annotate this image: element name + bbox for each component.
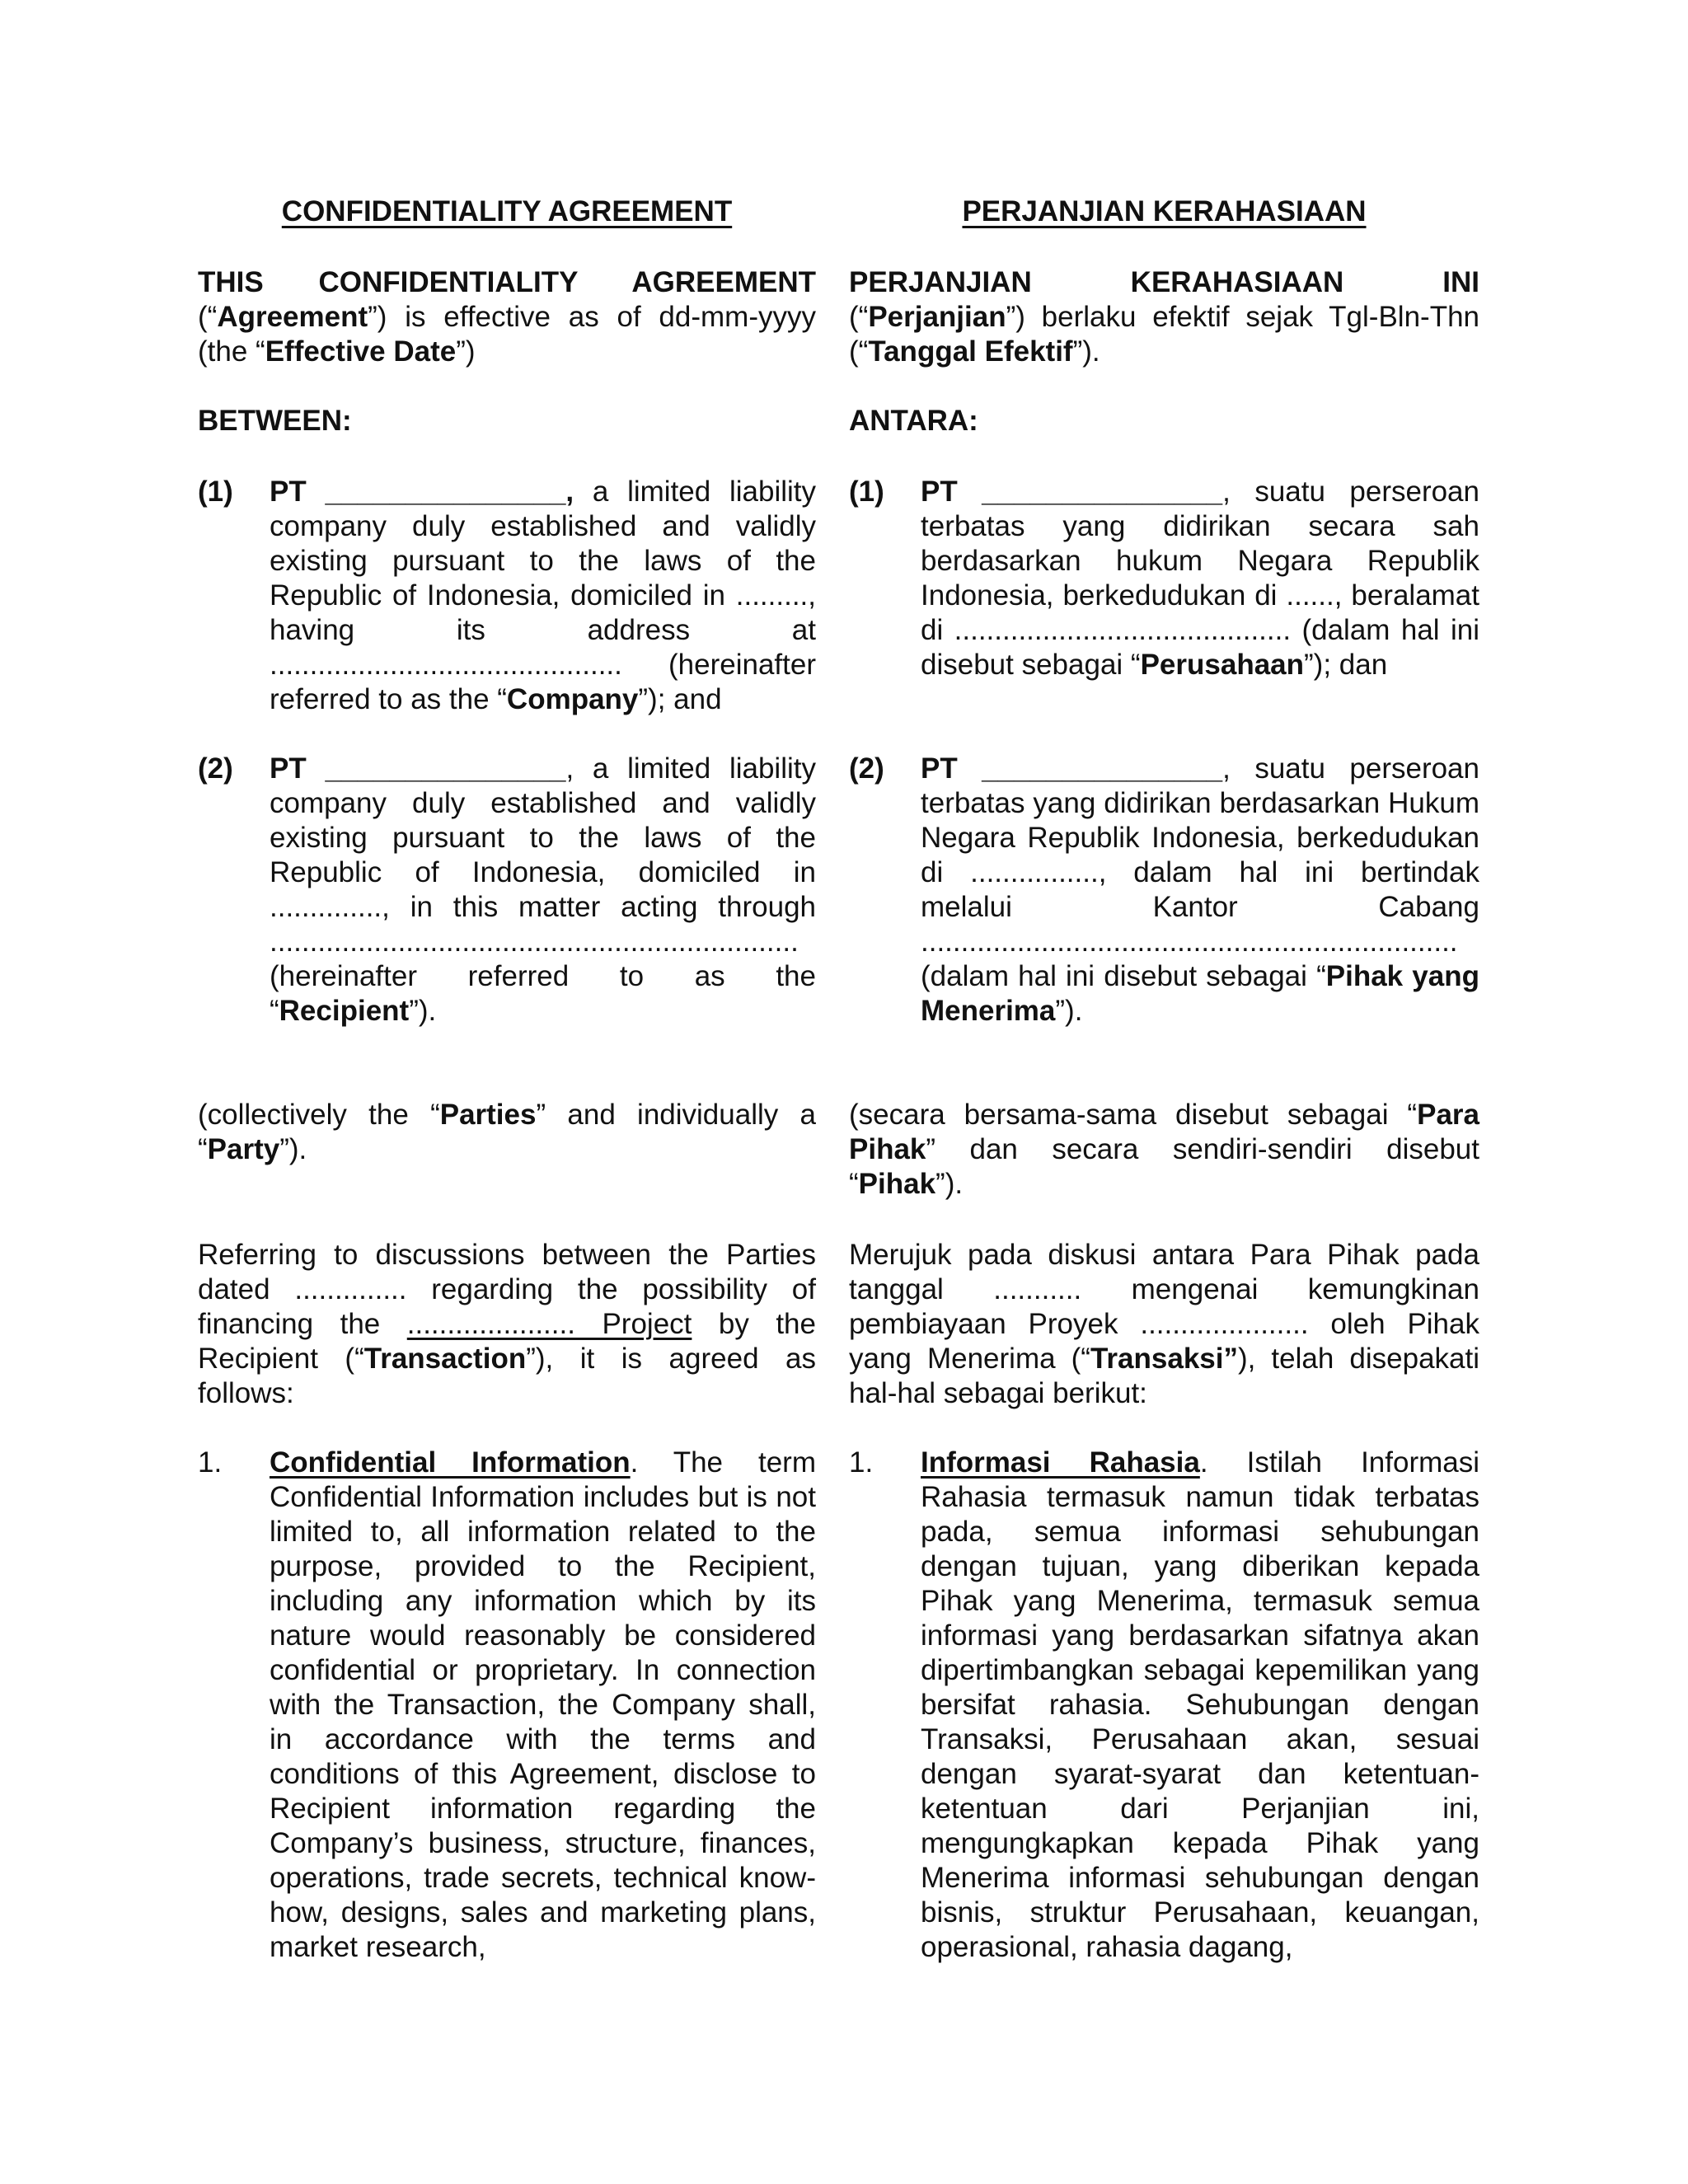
indonesian-clause-1 xyxy=(849,1446,1479,1965)
english-clause-1 xyxy=(198,1446,816,1965)
clause-text: . The term Confidential Information includes but is not limited to, all information related to the purpose, provided to the Recipient, including any information which by its nature would reasonably be considered confidential or proprietary. In connection with the Transaction, the Company shall, in accordance with the terms and conditions of this Agreement, disclose to Recipient information regarding the Company’s business, structure, finances, operations, trade secrets, technical know-how, designs, sales and marketing plans, market research, xyxy=(270,1446,816,1963)
english-referring-paragraph: Referring to discussions between the Parties dated .............. regarding the possibility of financing the ..................... Project by the Recipient (“Transaction”), it is agreed as follows: xyxy=(198,1239,817,1409)
parties-term: Para Pihak xyxy=(849,1099,1479,1165)
transaction-term: Transaksi” xyxy=(1090,1343,1238,1375)
intro-lead: PERJANJIAN KERAHASIAAN INI xyxy=(849,266,1479,298)
agreement-term: Agreement xyxy=(217,301,368,333)
indonesian-party-1: (1) PT _______________, suatu perseroan terbatas yang didirikan secara sah berdasarkan hukum Negara Republik Indonesia, berkedudukan di ......, beralamat di .......................................... (dalam hal ini disebut sebagai “Perusahaan”); dan xyxy=(849,476,1479,681)
effective-date-term: Tanggal Efektif xyxy=(868,335,1073,368)
party-number: (1) xyxy=(198,476,233,508)
indonesian-collective-definition: (secara bersama-sama disebut sebagai “Para Pihak” dan secara sendiri-sendiri disebut “Pihak”). xyxy=(849,1099,1479,1200)
company-term: Perusahaan xyxy=(1140,649,1305,681)
clause-number: 1. xyxy=(849,1446,874,1479)
indonesian-party-2: (2) PT _______________, suatu perseroan terbatas yang didirikan berdasarkan Hukum Negara Republik Indonesia, berkedudukan di ................, dalam hal ini bertindak melalui Kantor Cabang ................................................................... (dalam hal ini disebut sebagai “Pihak yang Menerima”). xyxy=(849,752,1480,1027)
clause-text: . Istilah Informasi Rahasia termasuk namun tidak terbatas pada, semua informasi sehubungan dengan tujuan, yang diberikan kepada Pihak yang Menerima, termasuk semua informasi yang berdasarkan sifatnya akan dipertimbangkan sebagai kepemilikan yang bersifat rahasia. Sehubungan dengan Transaksi, Perusahaan akan, sesuai dengan syarat-syarat dan ketentuan-ketentuan dari Perjanjian ini, mengungkapkan kepada Pihak yang Menerima informasi sehubungan dengan bisnis, struktur Perusahaan, keuangan, operasional, rahasia dagang, xyxy=(921,1446,1479,1963)
party-pt: PT _______________ xyxy=(921,752,1223,785)
recipient-term: Pihak yang Menerima xyxy=(921,960,1480,1027)
parties-term: Parties xyxy=(439,1099,537,1131)
english-title: CONFIDENTIALITY AGREEMENT xyxy=(281,195,733,227)
party-term: Party xyxy=(207,1133,280,1165)
english-between-heading: BETWEEN: xyxy=(198,405,352,437)
party-pt: PT _______________ xyxy=(270,752,566,785)
clause-heading: Informasi Rahasia xyxy=(921,1446,1200,1479)
clause-number: 1. xyxy=(198,1446,223,1479)
english-party-2: (2) PT _______________, a limited liability company duly established and validly existing pursuant to the laws of the Republic of Indonesia, domiciled in .............., in this matter acting through .................................................................. (hereinafter referred to as the “Recipient”). xyxy=(198,752,816,1027)
indonesian-referring-paragraph: Merujuk pada diskusi antara Para Pihak pada tanggal ........... mengenai kemungkinan pembiayaan Proyek ..................... oleh Pihak yang Menerima (“Transaksi”), telah disepakati hal-hal sebagai berikut: xyxy=(849,1239,1479,1409)
indonesian-between-heading: ANTARA: xyxy=(849,405,978,437)
project-placeholder: ..................... Project xyxy=(406,1308,692,1340)
company-term: Company xyxy=(506,683,639,715)
party-pt: PT _______________ xyxy=(921,476,1223,508)
party-number: (2) xyxy=(849,752,884,785)
english-party-1: (1) PT _______________, a limited liability company duly established and validly existing pursuant to the laws of the Republic of Indonesia, domiciled in ........., having its address at ............................................ (hereinafter referred to as the “Company”); and xyxy=(198,476,817,715)
party-term: Pihak xyxy=(858,1168,936,1200)
indonesian-intro: PERJANJIAN KERAHASIAAN INI (“Perjanjian”) berlaku efektif sejak Tgl-Bln-Thn (“Tanggal Efektif”). xyxy=(849,266,1479,368)
transaction-term: Transaction xyxy=(363,1343,527,1375)
recipient-term: Recipient xyxy=(279,995,410,1027)
party-number: (1) xyxy=(849,476,884,508)
party-pt: PT _______________, xyxy=(270,476,574,508)
english-collective-definition: (collectively the “Parties” and individually a “Party”). xyxy=(198,1099,816,1165)
indonesian-title: PERJANJIAN KERAHASIAAN xyxy=(962,195,1367,227)
clause-heading: Confidential Information xyxy=(270,1446,631,1479)
intro-lead: THIS CONFIDENTIALITY AGREEMENT xyxy=(198,266,816,298)
party-number: (2) xyxy=(198,752,233,785)
english-intro: THIS CONFIDENTIALITY AGREEMENT (“Agreement”) is effective as of dd-mm-yyyy (the “Effective Date”) xyxy=(198,266,816,368)
effective-date-term: Effective Date xyxy=(265,335,457,368)
agreement-term: Perjanjian xyxy=(868,301,1006,333)
